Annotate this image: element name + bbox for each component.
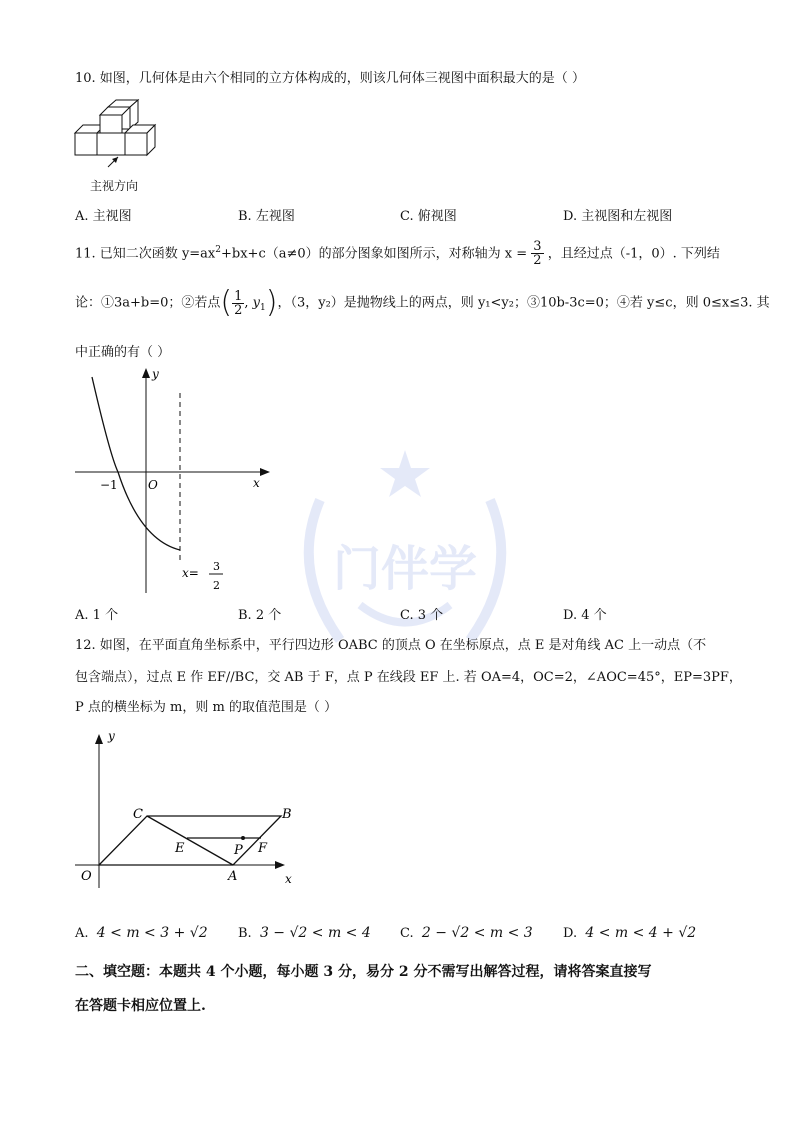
q10-option-a[interactable]	[75, 205, 132, 224]
q12-graph	[75, 728, 305, 897]
option-text: 4 < m < 4 + √2	[585, 925, 697, 941]
option-text: 3 − √2 < m < 4	[259, 925, 371, 941]
option-label: B.	[238, 926, 252, 941]
axis-frac-den: 2	[213, 579, 220, 592]
q11-option-d[interactable]	[563, 604, 607, 623]
point-p-label: P	[234, 843, 243, 858]
option-text: 1 个	[92, 608, 119, 623]
q11-graph	[70, 365, 280, 604]
option-label: A.	[75, 926, 89, 941]
q10-option-c[interactable]	[400, 205, 457, 224]
q12-option-a[interactable]	[75, 925, 208, 941]
option-text: 2 − √2 < m < 3	[421, 925, 533, 941]
option-text: 4 个	[581, 608, 607, 623]
axis-equation: x=	[182, 566, 199, 580]
point-o-label: O	[81, 869, 92, 884]
fraction: $\frac{1}{2}$	[234, 288, 243, 318]
point-a-label: A	[228, 869, 238, 884]
option-text: 左视图	[255, 209, 295, 224]
point-e-label: E	[175, 841, 185, 856]
q12-line3: P 点的横坐标为 m，则 m 的取值范围是（ ）	[75, 700, 338, 715]
option-label: D.	[563, 926, 578, 941]
option-label: C.	[400, 209, 414, 224]
q11-text: +bx+c（a≠0）的部分图象如图所示，对称轴为 x =	[221, 246, 528, 262]
option-label: D.	[563, 209, 578, 224]
x-axis-label: x	[253, 476, 260, 490]
option-label: B.	[238, 608, 252, 623]
q12-option-d[interactable]	[563, 925, 696, 941]
q12-line1: 12. 如图，在平面直角坐标系中，平行四边形 OABC 的顶点 O 在坐标原点，点 E 是对角线 AC 上一动点（不	[75, 638, 707, 653]
option-label: C.	[400, 608, 414, 623]
q11-text: 论：①3a+b=0；②若点	[75, 295, 221, 311]
q11-text: ，（3，y₂）是抛物线上的两点，则 y₁<y₂；③10b-3c=0；④若 y≤c，则 0≤x≤3. 其	[277, 295, 770, 311]
option-label: B.	[238, 209, 252, 224]
option-text: 俯视图	[417, 209, 457, 224]
section2-heading-line1: 二、填空题：本题共 4 个小题，每小题 3 分，易分 2 分不需写出解答过程，请将答案直接写	[75, 964, 652, 980]
point-b-label: B	[282, 807, 292, 822]
section2-heading-line2: 在答题卡相应位置上.	[75, 998, 206, 1014]
option-label: A.	[75, 209, 89, 224]
q10-figure	[70, 95, 180, 174]
point-c-label: C	[133, 807, 143, 822]
q11-text: ，且经过点（-1，0）. 下列结	[547, 246, 720, 262]
point-f-label: F	[258, 841, 268, 856]
x-axis-label: x	[285, 872, 292, 886]
q11-line1: 11. 已知二次函数 $y=ax^2+bx+c(a\ne 0)$的部分图象如图所示，对称轴为 x = $\frac{3}{2}$ ，且经过点（-1，0）. 下列结	[75, 239, 720, 269]
origin-label: O	[148, 478, 158, 492]
option-label: A.	[75, 608, 89, 623]
q11-option-b[interactable]	[238, 604, 281, 623]
cube-figure	[70, 95, 180, 170]
option-text: 3 个	[417, 608, 444, 623]
fraction: $\frac{3}{2}$	[533, 239, 542, 269]
q11-text: 11. 已知二次函数 y=ax	[75, 246, 216, 262]
q10-option-b[interactable]	[238, 205, 295, 224]
q11-line3: 中正确的有（ ）	[75, 345, 171, 360]
q12-option-c[interactable]	[400, 925, 533, 941]
q12-line2: 包含端点），过点 E 作 EF//BC，交 AB 于 F，点 P 在线段 EF 上. 若 OA=4，OC=2，∠AOC=45°，EP=3PF，	[75, 670, 742, 685]
q10-figure-caption: 主视方向	[90, 179, 139, 193]
watermark-text: 门伴学	[332, 541, 478, 597]
option-text: 主视图和左视图	[581, 209, 673, 224]
q12-option-b[interactable]	[238, 925, 371, 941]
q10-stem: 10. 如图，几何体是由六个相同的立方体构成的，则该几何体三视图中面积最大的是（ ）	[75, 71, 585, 86]
option-text: 4 < m < 3 + √2	[96, 925, 208, 941]
axis-frac-num: 3	[213, 560, 220, 573]
q11-option-c[interactable]	[400, 604, 443, 623]
option-text: 2 个	[255, 608, 282, 623]
option-text: 主视图	[92, 209, 132, 224]
y-axis-label: y	[108, 729, 115, 743]
q11-line2: 论：①3a+b=0；②若点( $\frac{1}{2}$ , $y_1$)，（3，y₂）是抛物线上的两点，则 y₁<y₂；③10b-3c=0；④若 y≤c，则 0≤x≤3. 其	[75, 285, 770, 320]
y-axis-label: y	[152, 367, 159, 381]
option-label: D.	[563, 608, 578, 623]
option-label: C.	[400, 926, 414, 941]
tick-label-neg-one: −1	[100, 478, 118, 492]
q10-option-d[interactable]	[563, 205, 672, 224]
q11-option-a[interactable]	[75, 604, 118, 623]
